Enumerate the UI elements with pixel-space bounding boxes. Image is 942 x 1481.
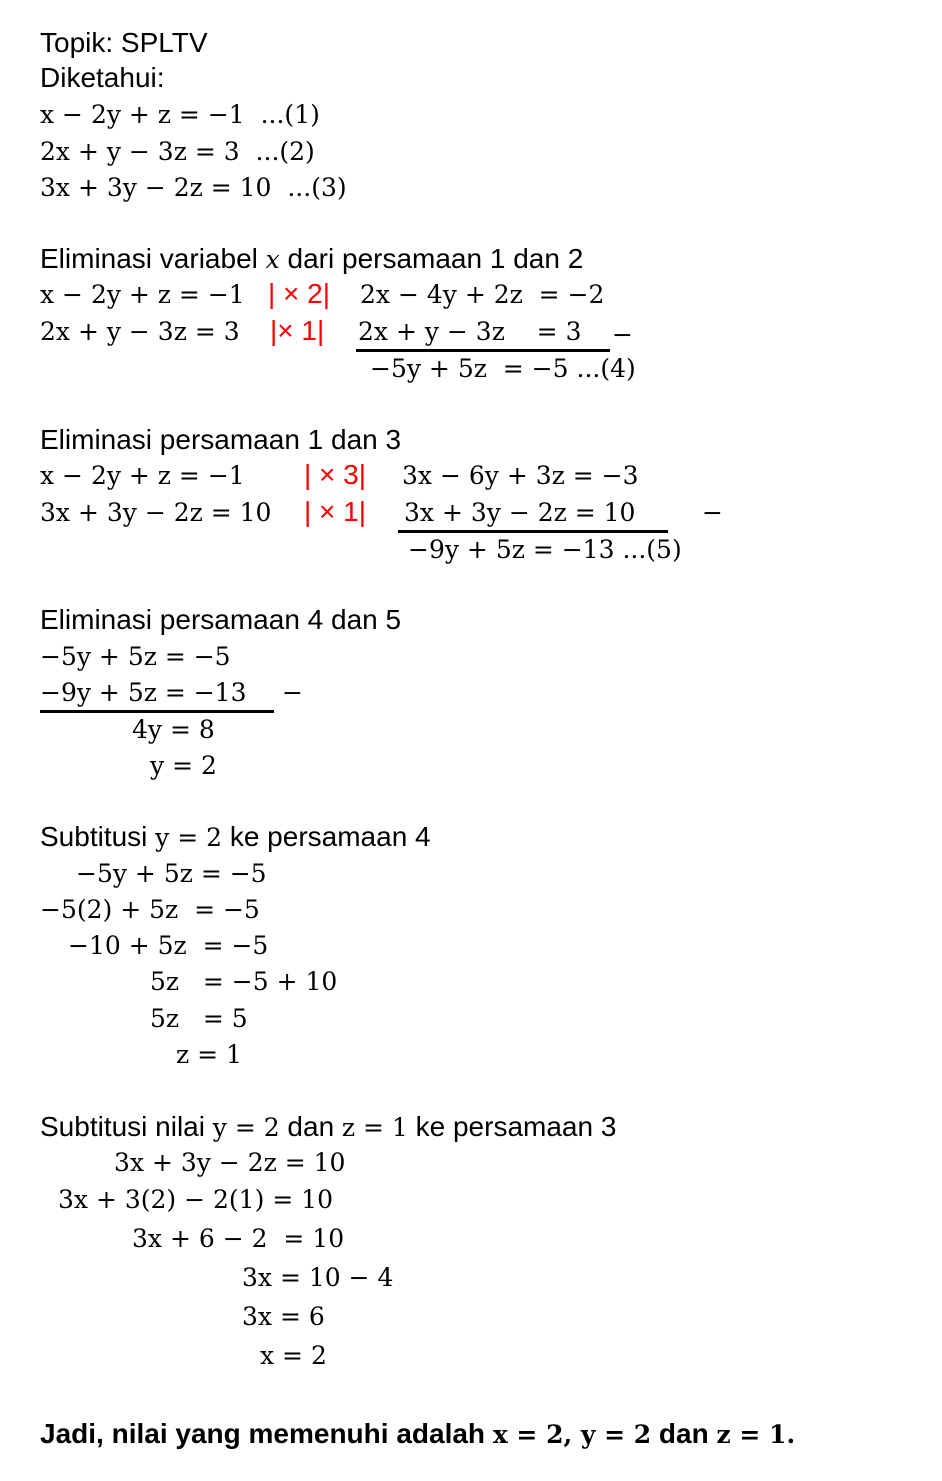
step2-left-eq-2: 3x + 3y − 2z = 10 [40, 498, 272, 527]
step1-left-eq-2: 2x + y − 3z = 3 [40, 317, 240, 346]
step1-result: −5y + 5z = −5 ...(4) [370, 354, 636, 383]
step3-result-4y: 4y = 8 [132, 715, 215, 744]
step1-left-eq-1: x − 2y + z = −1 [40, 280, 245, 309]
step4-line-1: −5y + 5z = −5 [76, 859, 267, 888]
step3-title: Eliminasi persamaan 4 dan 5 [40, 604, 402, 635]
step3-result-y: y = 2 [150, 751, 217, 780]
step4-line-3: −10 + 5z = −5 [68, 931, 269, 960]
step3-eq-5: −9y + 5z = −13 [40, 678, 247, 707]
topic-title: Topik: SPLTV [40, 27, 208, 58]
given-equation-2: 2x + y − 3z = 3 ...(2) [40, 137, 315, 166]
given-equation-3: 3x + 3y − 2z = 10 ...(3) [40, 173, 347, 202]
step2-multiplier-2: | × 1| [304, 496, 367, 527]
step4-line-2: −5(2) + 5z = −5 [40, 895, 260, 924]
step1-title: Eliminasi variabel x dari persamaan 1 dan 2 [40, 243, 584, 274]
step5-line-4: 3x = 10 − 4 [242, 1263, 394, 1292]
conclusion: Jadi, nilai yang memenuhi adalah x = 2, y = 2 dan z = 1. [40, 1418, 796, 1449]
step1-multiplier-1: | × 2| [268, 278, 331, 309]
step2-right-eq-1: 3x − 6y + 3z = −3 [402, 461, 639, 490]
step5-line-6: x = 2 [260, 1341, 327, 1370]
step1-right-eq-2: 2x + y − 3z = 3 [358, 317, 582, 346]
step4-line-6: z = 1 [176, 1040, 242, 1069]
given-label: Diketahui: [40, 62, 165, 93]
step5-title: Subtitusi nilai y = 2 dan z = 1 ke persamaan 3 [40, 1111, 617, 1142]
step4-title: Subtitusi y = 2 ke persamaan 4 [40, 821, 431, 852]
step2-title: Eliminasi persamaan 1 dan 3 [40, 424, 402, 455]
step2-minus-operator: − [702, 498, 723, 527]
step2-multiplier-1: | × 3| [304, 459, 367, 490]
given-equation-1: x − 2y + z = −1 ...(1) [40, 100, 320, 129]
step2-left-eq-1: x − 2y + z = −1 [40, 461, 245, 490]
step3-eq-4: −5y + 5z = −5 [40, 642, 231, 671]
step2-result: −9y + 5z = −13 ...(5) [408, 535, 682, 564]
step5-line-3: 3x + 6 − 2 = 10 [132, 1224, 345, 1253]
step2-right-eq-2: 3x + 3y − 2z = 10 [404, 498, 636, 527]
step3-minus-operator: − [282, 678, 303, 707]
step5-line-5: 3x = 6 [242, 1302, 325, 1331]
step1-multiplier-2: |× 1| [270, 315, 325, 346]
step1-minus-operator: − [612, 320, 633, 349]
step4-line-5: 5z = 5 [150, 1004, 248, 1033]
step5-line-1: 3x + 3y − 2z = 10 [114, 1148, 346, 1177]
step5-line-2: 3x + 3(2) − 2(1) = 10 [58, 1185, 333, 1214]
step1-right-eq-1: 2x − 4y + 2z = −2 [360, 280, 605, 309]
step4-line-4: 5z = −5 + 10 [150, 967, 338, 996]
